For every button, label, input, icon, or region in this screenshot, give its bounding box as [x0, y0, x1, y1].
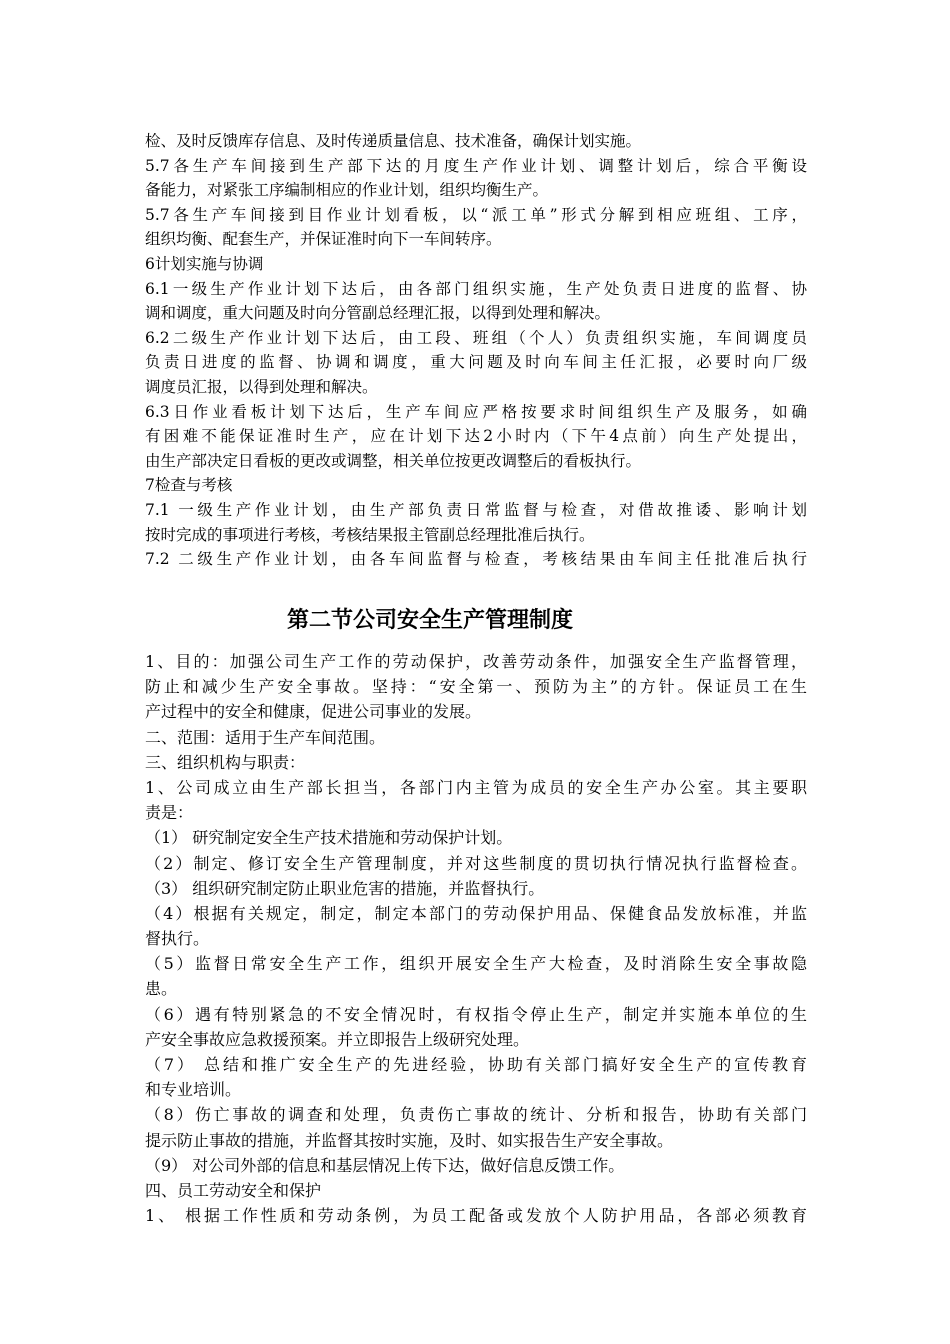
safety-text-line: 提示防止事故的措施，并监督其按时实施，及时、如实报告生产安全事故。: [145, 1130, 674, 1150]
plan-text-line: 7.1 一级生产作业计划，由生产部负责日常监督与检查，对借故推诿、影响计划: [145, 500, 807, 519]
plan-text-line: 6计划实施与协调: [145, 254, 264, 273]
safety-text-line: 1、公司成立由生产部长担当，各部门内主管为成员的安全生产办公室。其主要职: [145, 777, 807, 797]
safety-text-line: 1、 根据工作性质和劳动条例，为员工配备或发放个人防护用品，各部必须教育: [145, 1206, 807, 1226]
plan-text-line: 7检查与考核: [145, 476, 233, 495]
plan-text-line: 组织均衡、配套生产，并保证准时向下一车间转序。: [145, 230, 502, 249]
safety-text-line: （6）遇有特别紧急的不安全情况时，有权指令停止生产，制定并实施本单位的生: [145, 1004, 807, 1024]
production-plan-section: [145, 129, 807, 572]
safety-text-line: 责是：: [145, 803, 194, 823]
safety-text-line: （1） 研究制定安全生产技术措施和劳动保护计划。: [145, 828, 513, 848]
safety-text-line: 产安全事故应急救援预案。并立即报告上级研究处理。: [145, 1029, 530, 1049]
safety-text-line: （5）监督日常安全生产工作，组织开展安全生产大检查，及时消除生安全事故隐: [145, 954, 807, 974]
plan-text-line: 5.7各生产车间接到生产部下达的月度生产作业计划、调整计划后，综合平衡设: [145, 156, 807, 175]
safety-text-line: 督执行。: [145, 929, 210, 949]
safety-text-line: （2）制定、修订安全生产管理制度，并对这些制度的贯切执行情况执行监督检查。: [145, 853, 807, 873]
safety-text-line: （3） 组织研究制定防止职业危害的措施，并监督执行。: [145, 878, 545, 898]
safety-text-line: 四、员工劳动安全和保护: [145, 1180, 322, 1200]
section-title: 第二节公司安全生产管理制度: [286, 608, 573, 633]
safety-text-line: 产过程中的安全和健康，促进公司事业的发展。: [145, 702, 482, 722]
plan-text-line: 6.1一级生产作业计划下达后，由各部门组织实施，生产处负责日进度的监督、协: [145, 279, 807, 298]
plan-text-line: 备能力，对紧张工序编制相应的作业计划，组织均衡生产。: [145, 181, 549, 200]
safety-text-line: （8）伤亡事故的调查和处理，负责伤亡事故的统计、分析和报告，协助有关部门: [145, 1105, 807, 1125]
plan-text-line: 负责日进度的监督、协调和调度，重大问题及时向车间主任汇报，必要时向厂级: [145, 353, 807, 372]
plan-text-line: 按时完成的事项进行考核，考核结果报主管副总经理批准后执行。: [145, 525, 595, 544]
safety-text-line: 三、组织机构与职责：: [145, 752, 306, 772]
plan-text-line: 调和调度，重大问题及时向分管副总经理汇报，以得到处理和解决。: [145, 304, 611, 323]
safety-text-line: （7） 总结和推广安全生产的先进经验，协助有关部门搞好安全生产的宣传教育: [145, 1055, 807, 1074]
safety-text-line: 和专业培训。: [145, 1080, 242, 1100]
safety-management-section: [145, 649, 807, 1228]
safety-text-line: 防止和减少生产安全事故。坚持：“安全第一、预防为主”的方针。保证员工在生: [145, 677, 807, 697]
plan-text-line: 7.2 二级生产作业计划，由各车间监督与检查，考核结果由车间主任批准后执行: [145, 550, 807, 569]
plan-text-line: 由生产部决定日看板的更改或调整，相关单位按更改调整后的看板执行。: [145, 451, 642, 470]
plan-text-line: 有困难不能保证准时生产，应在计划下达2小时内（下午4点前）向生产处提出，: [145, 427, 807, 446]
plan-text-line: 6.3日作业看板计划下达后，生产车间应严格按要求时间组织生产及服务，如确: [145, 402, 807, 421]
safety-text-line: （4）根据有关规定，制定，制定本部门的劳动保护用品、保健食品发放标准，并监: [145, 903, 807, 923]
plan-text-line: 检、及时反馈库存信息、及时传递质量信息、技术准备，确保计划实施。: [145, 132, 642, 150]
plan-text-line: 5.7各生产车间接到目作业计划看板，以“派工单”形式分解到相应班组、工序，: [145, 205, 807, 224]
safety-text-line: 患。: [145, 979, 178, 999]
safety-text-line: （9） 对公司外部的信息和基层情况上传下达，做好信息反馈工作。: [145, 1155, 625, 1175]
safety-text-line: 二、范围：适用于生产车间范围。: [145, 727, 386, 747]
plan-text-line: 调度员汇报，以得到处理和解决。: [145, 377, 378, 396]
safety-text-line: 1、目的：加强公司生产工作的劳动保护，改善劳动条件，加强安全生产监督管理，: [145, 652, 807, 671]
plan-text-line: 6.2二级生产作业计划下达后，由工段、班组（个人）负责组织实施，车间调度员: [145, 328, 807, 347]
